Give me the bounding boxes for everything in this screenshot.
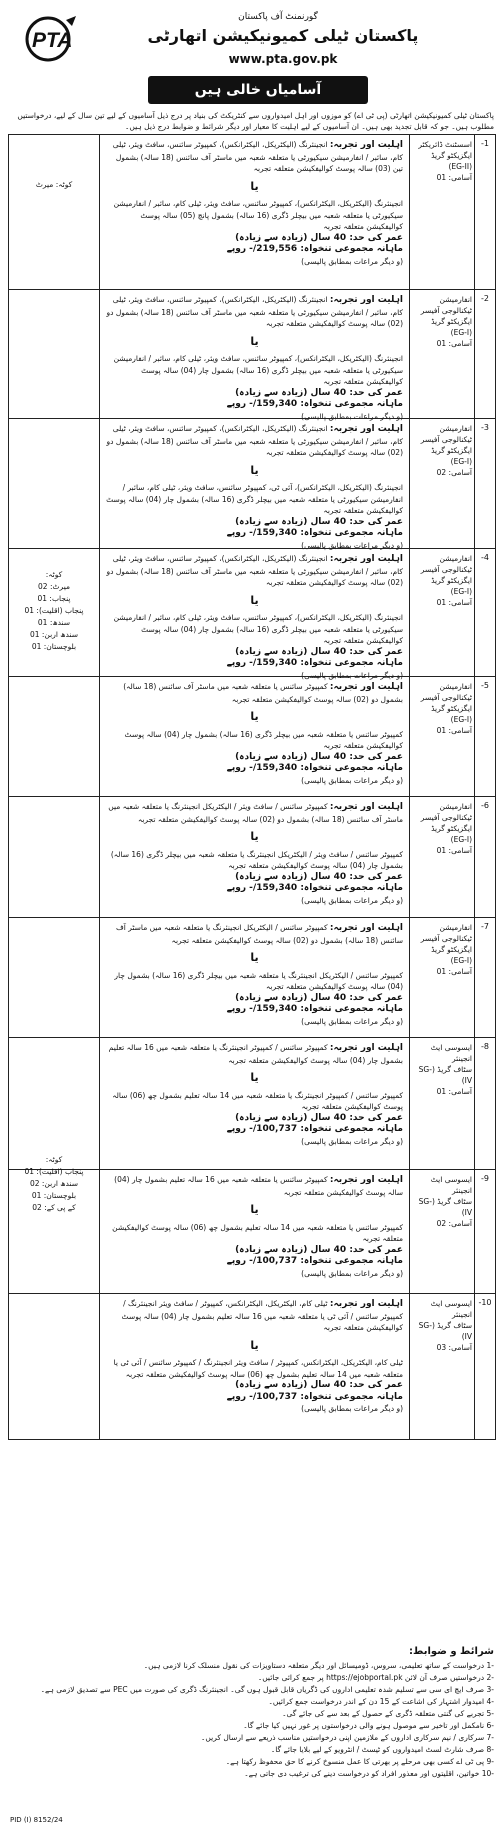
position-grade: سٹاف گریڈ (SG-IV)	[418, 1321, 472, 1341]
position-seats: آسامی: 01	[436, 598, 472, 607]
perks-note: (و دیگر مراعات بمطابق پالیسی)	[301, 1016, 403, 1026]
monthly-salary: ماہانہ مجموعی تنخواہ: 219,556/- روپے	[226, 244, 403, 254]
position-row	[9, 418, 495, 548]
terms-item: -9 پی ٹی اے کسی بھی مرحلے پر بھرتی کا عمل منسوخ کرنے کا حق محفوظ رکھتا ہے۔	[225, 1757, 494, 1766]
position-title-cell	[409, 1038, 475, 1169]
qualification-primary: کمپیوٹر سائنس / سافٹ ویئر / الیکٹریکل انجینئرنگ یا متعلقہ شعبہ میں ماسٹر آف سائنس (18 سالہ) بشمول دو (02) سالہ پوسٹ کوالیفکیشن متعلقہ تجربہ	[108, 802, 403, 824]
position-title: انفارمیشن ٹیکنالوجی آفیسر	[420, 923, 472, 943]
or-separator: یا	[250, 593, 259, 607]
or-separator: یا	[250, 1071, 259, 1084]
position-grade: سٹاف گریڈ (SG-IV)	[418, 1197, 472, 1217]
qualification-label: اہلیت اور تجربہ:	[329, 140, 403, 150]
perks-note: (و دیگر مراعات بمطابق پالیسی)	[301, 540, 403, 550]
position-grade: ایگزیکٹو گریڈ (EG-I)	[431, 945, 472, 965]
position-details	[99, 1038, 409, 1169]
position-details	[99, 549, 409, 680]
position-details	[99, 1294, 409, 1439]
perks-note: (و دیگر مراعات بمطابق پالیسی)	[301, 411, 403, 421]
qualification-alternative: کمپیوٹر سائنس یا متعلقہ شعبہ میں بیچلر ڈگری (16 سالہ) بشمول چار (04) سالہ پوسٹ کوالیفکیشن متعلقہ تجربہ	[124, 729, 403, 750]
position-title-cell	[409, 419, 475, 548]
position-title-cell	[409, 549, 475, 676]
quota-line: میرٹ: 02	[38, 582, 70, 591]
position-grade: ایگزیکٹو گریڈ (EG-II)	[431, 151, 472, 171]
terms-item: -7 سرکاری / نیم سرکاری اداروں کے ملازمین اپنی درخواستیں مناسب ذریعے سے ارسال کریں۔	[201, 1733, 494, 1742]
position-grade: ایگزیکٹو گریڈ (EG-I)	[431, 824, 472, 844]
qualification-primary: انجینئرنگ (الیکٹریکل، الیکٹرانکس)، کمپیوٹر سائنس، سافٹ ویئر، ٹیلی کام، سائبر / انفارمیشن سیکیورٹی یا متعلقہ شعبہ میں ماسٹر آف سائنس (18 سالہ) بشمول دو (02) سالہ پوسٹ کوالیفکیشن متعلقہ تجربہ	[106, 424, 403, 457]
quota-line: سندھ اربن: 02	[29, 1179, 79, 1188]
qualification-label: اہلیت اور تجربہ:	[329, 1043, 403, 1053]
position-details	[99, 419, 409, 548]
or-separator: یا	[250, 1338, 259, 1352]
position-number: -7	[474, 918, 495, 1037]
position-details	[99, 290, 409, 421]
age-limit: عمر کی حد: 40 سال (زیادہ سے زیادہ)	[235, 516, 403, 527]
monthly-salary: ماہانہ مجموعی تنخواہ: 159,340/- روپے	[226, 1004, 403, 1014]
position-title-cell	[409, 1170, 475, 1293]
position-details	[99, 918, 409, 1037]
position-title: اسسٹنٹ ڈائریکٹر	[418, 140, 472, 149]
or-separator: یا	[250, 710, 259, 723]
quota-provincial	[9, 569, 99, 653]
qualification-primary: ٹیلی کام، الیکٹریکل، الیکٹرانکس، کمپیوٹر / سافٹ ویئر انجینئرنگ / کمپیوٹر سائنس / آئی ٹی یا متعلقہ شعبہ میں 16 سالہ تعلیم بشمول چار (04) سالہ پوسٹ کوالیفکیشن متعلقہ تجربہ	[121, 1299, 403, 1332]
perks-note: (و دیگر مراعات بمطابق پالیسی)	[301, 1136, 403, 1146]
qualification-primary: انجینئرنگ (الیکٹریکل، الیکٹرانکس)، کمپیوٹر سائنس، سافٹ ویئر، ٹیلی کام، سائبر / انفارمیشن سیکیورٹی یا متعلقہ شعبہ میں ماسٹر آف سائنس (18 سالہ) بشمول دو (02) سالہ پوسٹ کوالیفکیشن متعلقہ تجربہ	[106, 295, 403, 328]
position-seats: آسامی: 03	[436, 1343, 472, 1352]
monthly-salary: ماہانہ مجموعی تنخواہ: 159,340/- روپے	[226, 399, 403, 409]
perks-note: (و دیگر مراعات بمطابق پالیسی)	[301, 895, 403, 905]
position-seats: آسامی: 01	[436, 967, 472, 976]
terms-item: -1 درخواست کے ساتھ تعلیمی، سروس، ڈومیسائل اور دیگر متعلقہ دستاویزات کی نقول منسلک کرنا لازمی ہیں۔	[143, 1661, 494, 1670]
position-row	[9, 796, 495, 917]
website-link[interactable]: www.pta.gov.pk	[228, 52, 338, 66]
or-separator: یا	[250, 951, 259, 964]
position-row	[9, 548, 495, 680]
terms-item: -10 خواتین، اقلیتوں اور معذور افراد کو درخواست دینے کی ترغیب دی جاتی ہے۔	[244, 1769, 494, 1778]
monthly-salary: ماہانہ مجموعی تنخواہ: 159,340/- روپے	[226, 658, 403, 668]
position-title-cell	[409, 290, 475, 418]
quota-line: بلوچستان: 01	[31, 642, 77, 651]
qualification-alternative: کمپیوٹر سائنس / سافٹ ویئر / الیکٹریکل انجینئرنگ یا متعلقہ شعبہ میں بیچلر ڈگری (16 سالہ) بشمول چار (04) سالہ پوسٹ کوالیفکیشن متعلقہ تجربہ	[110, 849, 403, 870]
or-separator: یا	[250, 179, 259, 193]
pta-logo-text: PTA	[32, 29, 73, 52]
position-details	[99, 797, 409, 917]
position-details	[99, 1170, 409, 1293]
age-limit: عمر کی حد: 40 سال (زیادہ سے زیادہ)	[235, 1112, 403, 1123]
position-row	[9, 1155, 495, 1293]
terms-item: -4 امیدوار اشتہار کی اشاعت کے 15 دن کے اندر درخواست جمع کرائیں۔	[268, 1697, 494, 1706]
position-grade: ایگزیکٹو گریڈ (EG-I)	[431, 704, 472, 724]
government-label: گورنمنٹ آف پاکستان	[238, 12, 318, 22]
or-separator: یا	[250, 463, 259, 477]
perks-note: (و دیگر مراعات بمطابق پالیسی)	[301, 1404, 403, 1413]
age-limit: عمر کی حد: 40 سال (زیادہ سے زیادہ)	[235, 387, 403, 398]
position-grade: ایگزیکٹو گریڈ (EG-I)	[431, 317, 472, 337]
position-number: -3	[474, 419, 495, 548]
qualification-alternative: انجینئرنگ (الیکٹریکل، الیکٹرانکس)، کمپیوٹر سائنس، سافٹ ویئر، ٹیلی کام، سائبر / انفارمیشن سیکیورٹی یا متعلقہ شعبہ میں بیچلر ڈگری (16 سالہ) بشمول چار (04) سالہ پوسٹ کوالیفکیشن متعلقہ تجربہ	[113, 613, 403, 645]
qualification-label: اہلیت اور تجربہ:	[329, 802, 403, 812]
quota-line: کوٹہ: میرٹ	[35, 180, 73, 189]
qualification-primary: انجینئرنگ (الیکٹریکل، الیکٹرانکس)، کمپیوٹر سائنس، سافٹ ویئر، ٹیلی کام، سائبر / انفارمیشن سیکیورٹی یا متعلقہ شعبہ میں ماسٹر آف سائنس (18 سالہ) بشمول تین (03) سالہ پوسٹ کوالیفکیشن متعلقہ تجربہ	[112, 140, 403, 173]
quota-line: کوٹہ:	[45, 570, 63, 579]
quota-line: کے پی کے: 02	[32, 1203, 76, 1212]
position-grade: ایگزیکٹو گریڈ (EG-I)	[431, 576, 472, 596]
position-title-cell	[409, 797, 475, 917]
qualification-alternative: انجینئرنگ (الیکٹریکل، الیکٹرانکس)، آئی ٹی، کمپیوٹر سائنس، سافٹ ویئر، ٹیلی کام، سائبر / انفارمیشن سیکیورٹی یا متعلقہ شعبہ میں بیچلر ڈگری (16 سالہ) بشمول چار (04) سالہ پوسٹ کوالیفکیشن متعلقہ تجربہ	[106, 483, 403, 515]
terms-item: -2 درخواستیں صرف آن لائن https://ejobportal.pk پر جمع کرائی جائیں۔	[257, 1673, 494, 1682]
position-seats: آسامی: 02	[436, 1219, 472, 1228]
qualification-label: اہلیت اور تجربہ:	[329, 923, 403, 933]
qualification-label: اہلیت اور تجربہ:	[329, 1175, 403, 1185]
position-row	[9, 676, 495, 796]
qualification-label: اہلیت اور تجربہ:	[329, 682, 403, 692]
qualification-label: اہلیت اور تجربہ:	[329, 554, 403, 564]
qualification-label: اہلیت اور تجربہ:	[329, 424, 403, 434]
position-title-cell	[409, 918, 475, 1037]
position-row	[9, 289, 495, 421]
terms-item: -3 صرف ایچ ای سی سے تسلیم شدہ تعلیمی اداروں کی ڈگریاں قابل قبول ہوں گی۔ انجینئرنگ ڈگری کی صورت میں PEC سے تصدیق لازمی ہے۔	[40, 1685, 494, 1694]
position-seats: آسامی: 01	[436, 173, 472, 182]
terms-and-conditions	[8, 1646, 494, 1780]
quota-provincial-associate	[9, 1154, 99, 1214]
position-number: -6	[474, 797, 495, 917]
position-number: -4	[474, 549, 495, 676]
position-title-cell	[409, 135, 475, 289]
perks-note: (و دیگر مراعات بمطابق پالیسی)	[301, 256, 403, 266]
position-title: ایسوسی ایٹ انجینئر	[430, 1043, 472, 1063]
publication-id: PID (I) 8152/24	[10, 1816, 63, 1824]
perks-note: (و دیگر مراعات بمطابق پالیسی)	[301, 775, 403, 785]
age-limit: عمر کی حد: 40 سال (زیادہ سے زیادہ)	[235, 1380, 403, 1390]
terms-heading: شرائط و ضوابط:	[409, 1646, 494, 1657]
positions-table	[8, 134, 496, 1440]
qualification-alternative: کمپیوٹر سائنس / الیکٹریکل انجینئرنگ یا متعلقہ شعبہ میں بیچلر ڈگری (16 سالہ) بشمول چار (04) سالہ پوسٹ کوالیفکیشن متعلقہ تجربہ	[114, 970, 403, 991]
quota-line: بلوچستان: 01	[31, 1191, 77, 1200]
perks-note: (و دیگر مراعات بمطابق پالیسی)	[301, 670, 403, 680]
position-row	[9, 1293, 495, 1439]
age-limit: عمر کی حد: 40 سال (زیادہ سے زیادہ)	[235, 751, 403, 762]
quota-line: سندھ: 01	[37, 618, 71, 627]
position-row	[9, 135, 495, 289]
terms-item: -6 نامکمل اور تاخیر سے موصول ہونے والی درخواستوں پر غور نہیں کیا جائے گا۔	[243, 1721, 494, 1730]
or-separator: یا	[250, 1203, 259, 1216]
qualification-primary: کمپیوٹر سائنس / کمپیوٹر انجینئرنگ یا متعلقہ شعبہ میں 16 سالہ تعلیم بشمول چار (04) سالہ پوسٹ کوالیفکیشن متعلقہ تجربہ	[108, 1043, 403, 1065]
position-grade: ایگزیکٹو گریڈ (EG-I)	[431, 446, 472, 466]
position-title-cell	[409, 677, 475, 796]
position-number: -10	[474, 1294, 495, 1439]
position-number: -8	[474, 1038, 495, 1169]
intro-paragraph: پاکستان ٹیلی کمیونیکیشن اتھارٹی (پی ٹی اے) کو موزوں اور اہل امیدواروں سے کنٹریکٹ کی بنیاد پر درج ذیل آسامیوں کے لیے تین سال کے لیے، درخواستیں مطلوب ہیں۔ جو کہ قابل تجدید بھی ہیں۔ ان آسامیوں کے لیے اہلیت کا معیار اور دیگر شرائط و ضوابط درج ذیل ہیں۔	[17, 111, 494, 131]
position-seats: آسامی: 01	[436, 339, 472, 348]
position-seats: آسامی: 02	[436, 468, 472, 477]
organization-name: پاکستان ٹیلی کمیونیکیشن اتھارٹی	[147, 26, 419, 45]
vacancies-banner: آسامیاں خالی ہیں	[148, 76, 368, 104]
age-limit: عمر کی حد: 40 سال (زیادہ سے زیادہ)	[235, 871, 403, 882]
terms-item: -5 تجربے کی گنتی متعلقہ ڈگری کے حصول کے بعد سے کی جائے گی۔	[282, 1709, 494, 1718]
monthly-salary: ماہانہ مجموعی تنخواہ: 159,340/- روپے	[226, 883, 403, 893]
position-title: ایسوسی ایٹ انجینئر	[430, 1299, 472, 1319]
position-title: ایسوسی ایٹ انجینئر	[430, 1175, 472, 1195]
position-seats: آسامی: 01	[436, 1087, 472, 1096]
qualification-alternative: انجینئرنگ (الیکٹریکل، الیکٹرانکس)، کمپیوٹر سائنس، سافٹ ویئر، ٹیلی کام، سائبر / انفارمیشن سیکیورٹی یا متعلقہ شعبہ میں بیچلر ڈگری (16 سالہ) بشمول پانچ (05) سالہ پوسٹ کوالیفکیشن متعلقہ تجربہ	[113, 199, 403, 231]
position-number: -2	[474, 290, 495, 418]
age-limit: عمر کی حد: 40 سال (زیادہ سے زیادہ)	[235, 992, 403, 1003]
qualification-primary: انجینئرنگ (الیکٹریکل، الیکٹرانکس)، کمپیوٹر سائنس، سافٹ ویئر، ٹیلی کام، سائبر / انفارمیشن سیکیورٹی یا متعلقہ شعبہ میں ماسٹر آف سائنس (18 سالہ) بشمول دو (02) سالہ پوسٹ کوالیفکیشن متعلقہ تجربہ	[106, 554, 403, 587]
quota-line: کوٹہ:	[45, 1155, 63, 1164]
qualification-alternative: کمپیوٹر سائنس یا متعلقہ شعبہ میں 14 سالہ تعلیم بشمول چھ (06) سالہ پوسٹ کوالیفکیشن متعلقہ تجربہ	[112, 1222, 403, 1243]
pta-logo	[14, 14, 98, 64]
monthly-salary: ماہانہ مجموعی تنخواہ: 159,340/- روپے	[226, 528, 403, 538]
qualification-primary: کمپیوٹر سائنس / الیکٹریکل انجینئرنگ یا متعلقہ شعبہ میں ماسٹر آف سائنس (18 سالہ) بشمول دو (02) سالہ پوسٹ کوالیفکیشن متعلقہ تجربہ	[115, 923, 403, 945]
advertisement-page	[8, 6, 494, 1825]
terms-item: -8 صرف شارٹ لسٹ امیدواروں کو ٹیسٹ / انٹرویو کے لیے بلایا جائے گا۔	[270, 1745, 494, 1754]
monthly-salary: ماہانہ مجموعی تنخواہ: 159,340/- روپے	[226, 763, 403, 773]
position-number: -5	[474, 677, 495, 796]
position-title-cell	[409, 1294, 475, 1439]
position-title: انفارمیشن ٹیکنالوجی آفیسر	[420, 554, 472, 574]
position-title: انفارمیشن ٹیکنالوجی آفیسر	[420, 424, 472, 444]
position-title: انفارمیشن ٹیکنالوجی آفیسر	[420, 295, 472, 315]
or-separator: یا	[250, 334, 259, 348]
position-seats: آسامی: 01	[436, 846, 472, 855]
quota-line: پنجاب: 01	[37, 594, 71, 603]
qualification-primary: کمپیوٹر سائنس یا متعلقہ شعبہ میں ماسٹر آف سائنس (18 سالہ) بشمول دو (02) سالہ پوسٹ کوالیفکیشن متعلقہ تجربہ	[123, 682, 403, 704]
quota-merit	[9, 179, 99, 191]
position-details	[99, 135, 409, 289]
position-number: -9	[474, 1170, 495, 1293]
age-limit: عمر کی حد: 40 سال (زیادہ سے زیادہ)	[235, 232, 403, 243]
qualification-label: اہلیت اور تجربہ:	[329, 1299, 403, 1309]
qualification-alternative: کمپیوٹر سائنس / کمپیوٹر انجینئرنگ یا متعلقہ شعبہ میں 14 سالہ تعلیم بشمول چھ (06) سالہ پوسٹ کوالیفکیشن متعلقہ تجربہ	[112, 1090, 403, 1111]
or-separator: یا	[250, 830, 259, 843]
position-title: انفارمیشن ٹیکنالوجی آفیسر	[420, 802, 472, 822]
qualification-alternative: انجینئرنگ (الیکٹریکل، الیکٹرانکس)، کمپیوٹر سائنس، سافٹ ویئر، ٹیلی کام، سائبر / انفارمیشن سیکیورٹی یا متعلقہ شعبہ میں بیچلر ڈگری (16 سالہ) بشمول چار (04) سالہ پوسٹ کوالیفکیشن متعلقہ تجربہ	[113, 354, 403, 386]
qualification-primary: کمپیوٹر سائنس یا متعلقہ شعبہ میں 16 سالہ تعلیم بشمول چار (04) سالہ پوسٹ کوالیفکیشن متعلقہ تجربہ	[114, 1175, 403, 1197]
quota-line: سندھ اربن: 01	[29, 630, 79, 639]
monthly-salary: ماہانہ مجموعی تنخواہ: 100,737/- روپے	[226, 1391, 403, 1402]
age-limit: عمر کی حد: 40 سال (زیادہ سے زیادہ)	[235, 1244, 403, 1255]
qualification-alternative: ٹیلی کام، الیکٹریکل، الیکٹرانکس، کمپیوٹر / سافٹ ویئر انجینئرنگ / کمپیوٹر سائنس / آئی ٹی یا متعلقہ شعبہ میں 14 سالہ تعلیم بشمول چھ (06) سالہ پوسٹ کوالیفکیشن متعلقہ تجربہ	[113, 1358, 403, 1379]
position-details	[99, 677, 409, 796]
position-title: انفارمیشن ٹیکنالوجی آفیسر	[420, 682, 472, 702]
qualification-label: اہلیت اور تجربہ:	[329, 295, 403, 305]
monthly-salary: ماہانہ مجموعی تنخواہ: 100,737/- روپے	[226, 1256, 403, 1266]
position-grade: سٹاف گریڈ (SG-IV)	[418, 1065, 472, 1085]
quota-line: پنجاب (اقلیت): 01	[24, 1167, 84, 1176]
position-row	[9, 917, 495, 1037]
age-limit: عمر کی حد: 40 سال (زیادہ سے زیادہ)	[235, 646, 403, 657]
perks-note: (و دیگر مراعات بمطابق پالیسی)	[301, 1268, 403, 1278]
position-seats: آسامی: 01	[436, 726, 472, 735]
position-row	[9, 1037, 495, 1169]
monthly-salary: ماہانہ مجموعی تنخواہ: 100,737/- روپے	[226, 1124, 403, 1134]
quota-line: پنجاب (اقلیت): 01	[24, 606, 84, 615]
position-number: -1	[474, 135, 495, 289]
